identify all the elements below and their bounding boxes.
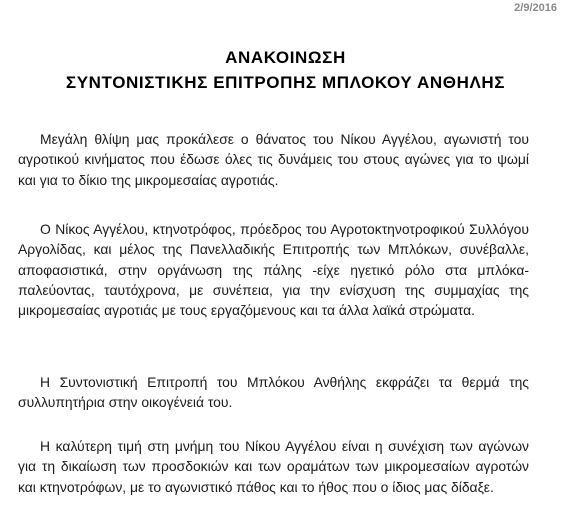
paragraph-4: Η καλύτερη τιμή στη μνήμη του Νίκου Αγγέλου είναι η συνέχιση των αγώνων για τη δικαίωση των προσδοκιών και των οραμάτων των μικρομεσαίων αγροτών και κτηνοτρόφων, με το αγωνιστικό πάθος και το ήθος που ο ίδιος μας δίδαξε. bbox=[18, 438, 529, 495]
title-line-1: ΑΝΑΚΟΙΝΩΣΗ bbox=[225, 48, 346, 67]
paragraph-2: Ο Νίκος Αγγέλου, κτηνοτρόφος, πρόεδρος του Αγροτοκτηνοτροφικού Συλλόγου Αργολίδας, και μέλος της Πανελλαδικής Επιτροπής των Μπλόκων, συνέβαλλε, αποφασιστικά, στην οργάνωση της πάλης -είχε ηγετικό ρόλο στα μπλόκα- παλεύοντας, ταυτόχρονα, με συνέπεια, για την ενίσχυση της συμμαχίας της μικρομεσαίας αγροτιάς με τους εργαζόμενους και τα άλλα λαϊκά στρώματα. bbox=[18, 221, 529, 319]
document-date: 2/9/2016 bbox=[514, 2, 557, 14]
title-line-2: ΣΥΝΤΟΝΙΣΤΙΚΗΣ ΕΠΙΤΡΟΠΗΣ ΜΠΛΟΚΟΥ ΑΝΘΗΛΗΣ bbox=[65, 73, 506, 92]
paragraph-3: Η Συντονιστική Επιτροπή του Μπλόκου Ανθήλης εκφράζει τα θερμά της συλλυπητήρια στην οικογένειά του. bbox=[18, 374, 529, 411]
paragraph-1: Μεγάλη θλίψη μας προκάλεσε ο θάνατος του Νίκου Αγγέλου, αγωνιστή του αγροτικού κινήματος που έδωσε όλες τις δυνάμεις του στους αγώνες για το ψωμί και για το δίκιο της μικρομεσαίας αγροτιάς. bbox=[18, 131, 529, 188]
document-title bbox=[0, 45, 571, 95]
